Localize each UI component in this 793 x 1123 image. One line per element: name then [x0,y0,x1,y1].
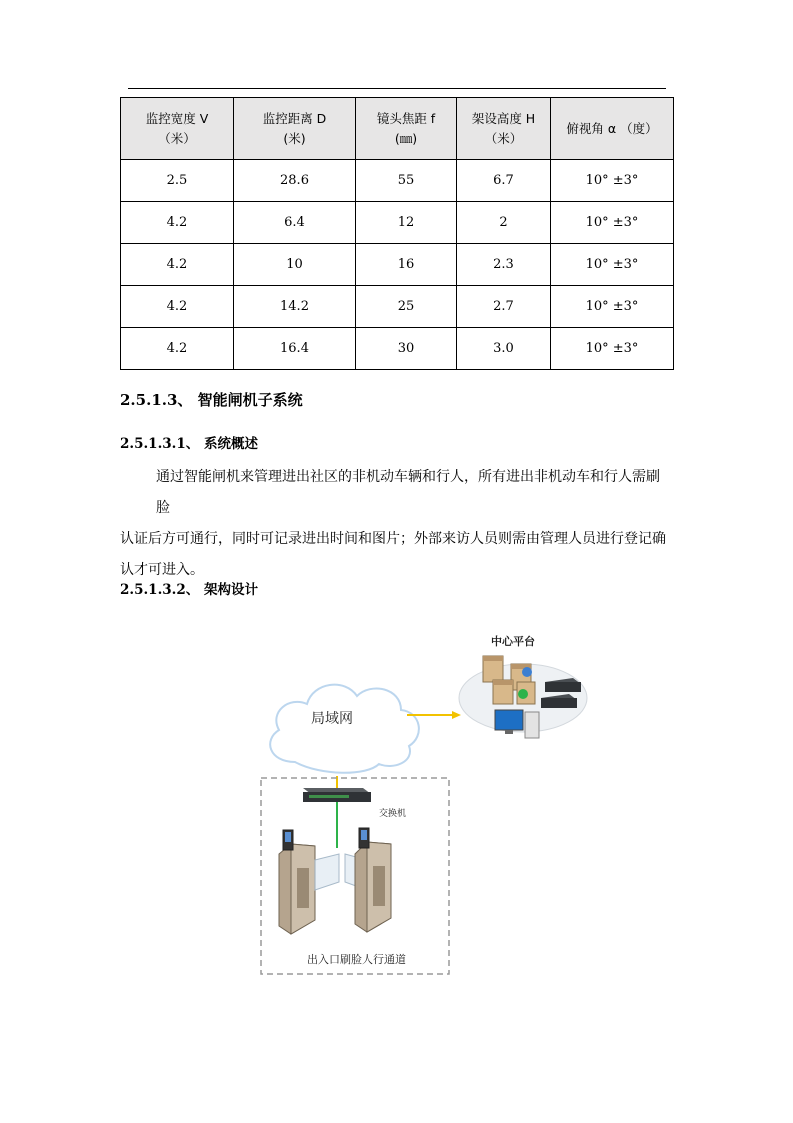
table-cell: 4.2 [121,328,234,370]
table-cell: 2 [457,202,551,244]
table-cell: 4.2 [121,244,234,286]
header-width: 监控宽度 V （米） [121,98,234,160]
table-cell: 10 [234,244,356,286]
section-heading-gate-subsystem: 2.5.1.3、 智能闸机子系统 [120,391,303,409]
paragraph-line: 认才可进入。 [120,562,204,578]
table-cell: 55 [356,160,457,202]
table-cell: 2.3 [457,244,551,286]
subsection-heading-architecture: 2.5.1.3.2、 架构设计 [120,582,258,598]
header-distance: 监控距离 D (米) [234,98,356,160]
network-switch-icon [303,788,371,802]
table-cell: 4.2 [121,286,234,328]
table-header-row [121,98,674,160]
table-cell: 10° ±3° [551,160,674,202]
table-cell: 2.5 [121,160,234,202]
arrow-icon [452,711,461,719]
table-row [121,202,674,244]
subsection-heading-overview: 2.5.1.3.1、 系统概述 [120,436,258,452]
architecture-diagram [255,620,595,980]
header-focal-length: 镜头焦距 f (㎜) [356,98,457,160]
paragraph-line: 通过智能闸机来管理进出社区的非机动车辆和行人，所有进出非机动车和行人需刷脸 [156,469,660,516]
header-height: 架设高度 H （米） [457,98,551,160]
switch-label: 交换机 [379,809,407,819]
table-cell: 14.2 [234,286,356,328]
table-cell: 25 [356,286,457,328]
table-row [121,286,674,328]
architecture-diagram-graphic [255,620,595,980]
table-cell: 10° ±3° [551,286,674,328]
table-cell: 4.2 [121,202,234,244]
header-rule [128,88,666,89]
table-cell: 3.0 [457,328,551,370]
table-cell: 6.7 [457,160,551,202]
table-cell: 12 [356,202,457,244]
table-cell: 2.7 [457,286,551,328]
table-cell: 10° ±3° [551,202,674,244]
table-row [121,244,674,286]
table-cell: 28.6 [234,160,356,202]
header-angle: 俯视角 α （度） [551,98,674,160]
central-platform-label: 中心平台 [491,635,535,648]
table-row [121,328,674,370]
face-recognition-turnstile-icon [279,828,391,934]
lan-label: 局域网 [311,711,353,727]
table-cell: 16.4 [234,328,356,370]
table-cell: 30 [356,328,457,370]
central-platform-icon [459,656,587,738]
overview-paragraph [120,462,673,586]
table-cell: 10° ±3° [551,328,674,370]
lan-cloud-icon [270,685,419,773]
table-cell: 10° ±3° [551,244,674,286]
gate-channel-label: 出入口刷脸人行通道 [307,953,406,966]
table-cell: 6.4 [234,202,356,244]
table-cell: 16 [356,244,457,286]
table-row [121,160,674,202]
paragraph-line: 认证后方可通行，同时可记录进出时间和图片；外部来访人员则需由管理人员进行登记确 [120,531,666,547]
camera-spec-table [120,97,674,370]
